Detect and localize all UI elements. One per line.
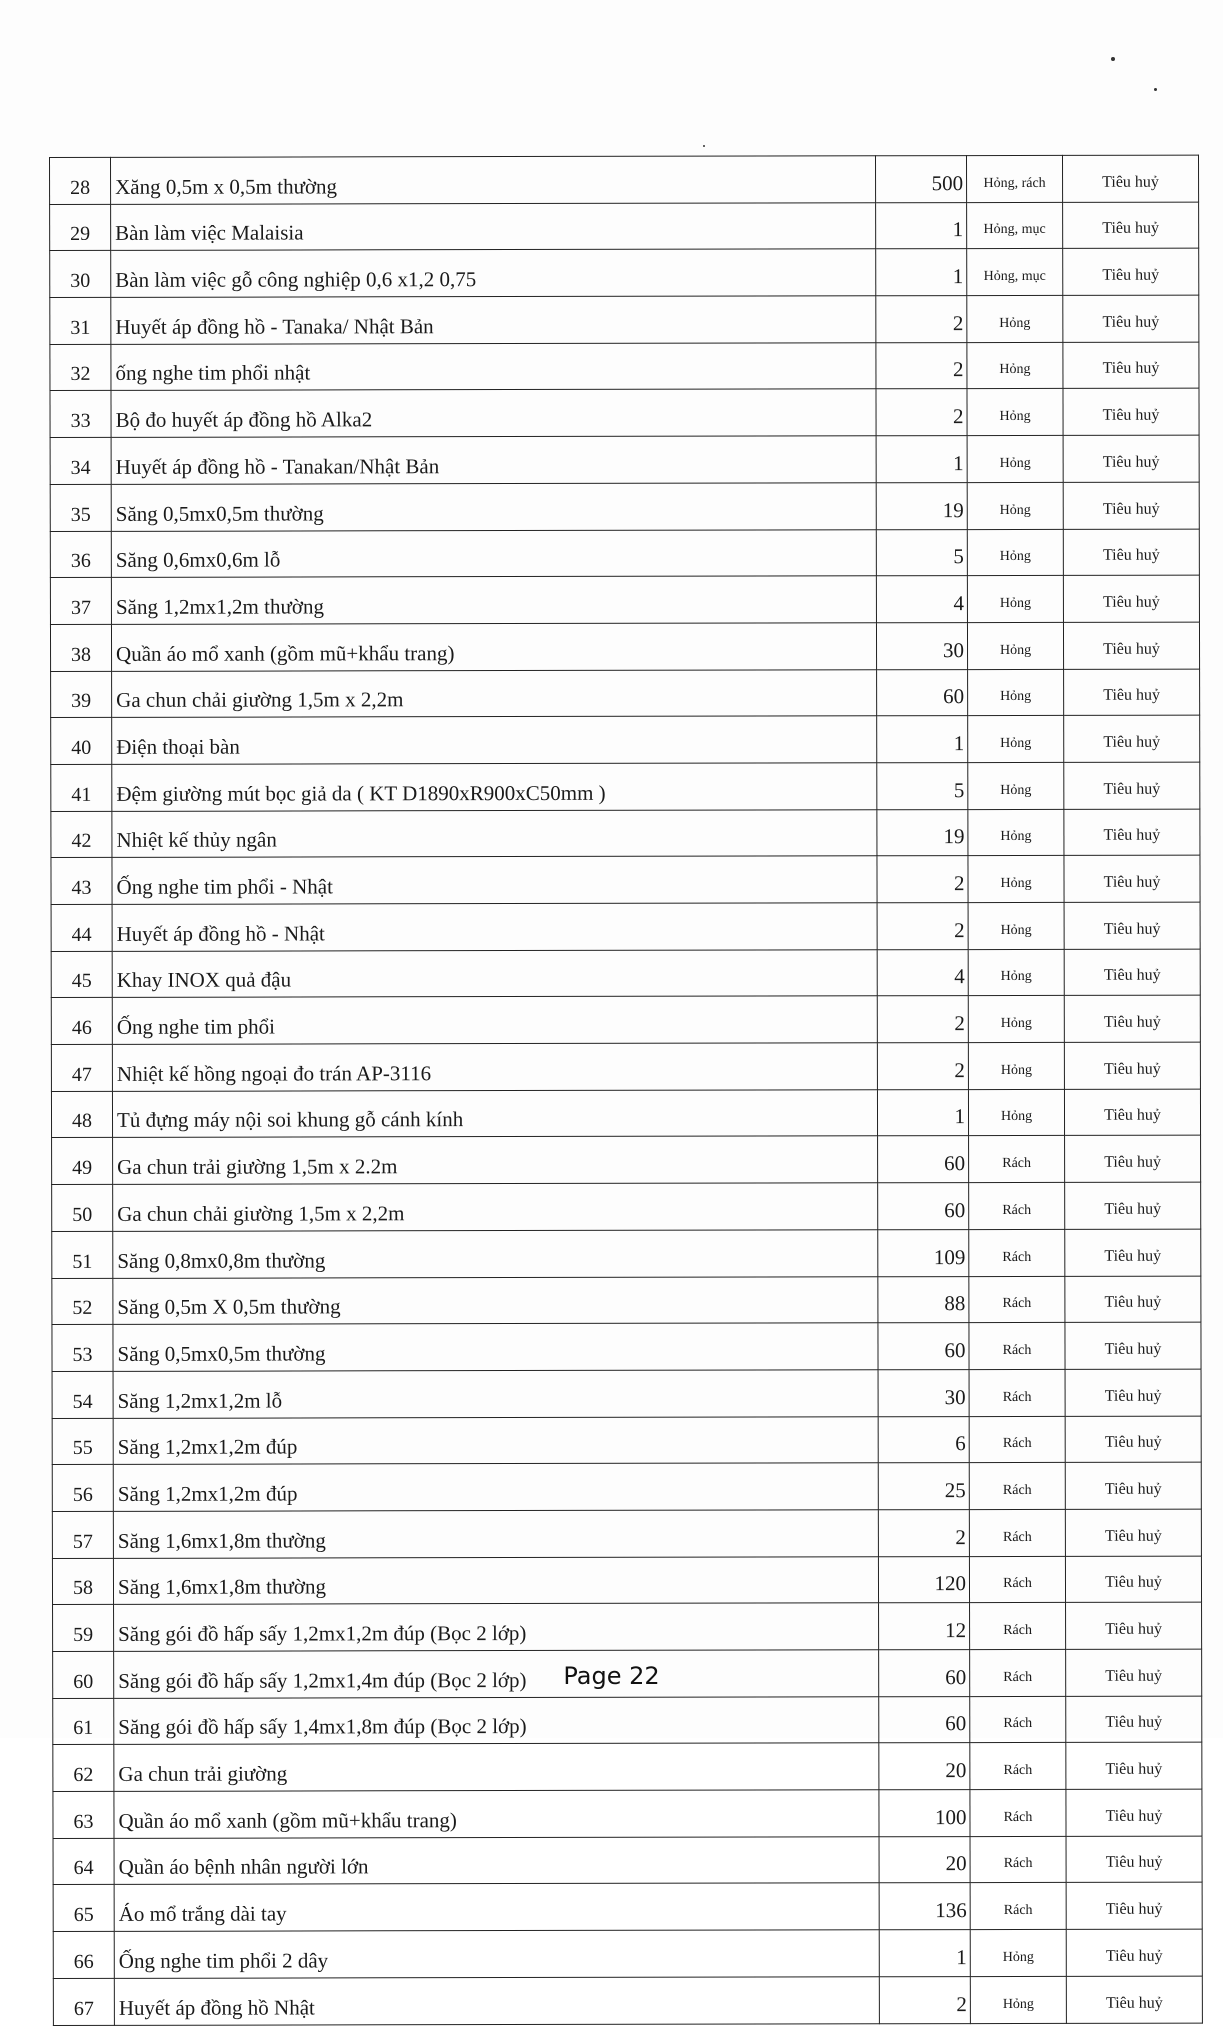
row-number: 38	[50, 624, 111, 671]
item-quantity: 2	[877, 856, 968, 903]
table-body	[50, 155, 1203, 2025]
item-name: Săng 1,6mx1,8m thường	[113, 1556, 878, 1604]
item-disposal-action: Tiêu huỷ	[1064, 809, 1200, 856]
item-disposal-action: Tiêu huỷ	[1066, 1649, 1202, 1696]
item-quantity: 30	[878, 1369, 969, 1416]
item-quantity: 2	[876, 296, 967, 343]
item-quantity: 1	[876, 436, 967, 483]
item-disposal-action: Tiêu huỷ	[1062, 155, 1198, 202]
item-name: Bàn làm việc gỗ công nghiệp 0,6 x1,2 0,75	[111, 249, 876, 297]
scan-speck	[703, 145, 705, 147]
row-number: 64	[53, 1838, 114, 1885]
item-quantity: 4	[877, 949, 968, 996]
table-row	[50, 529, 1199, 578]
item-condition: Hỏng	[968, 716, 1064, 763]
table-row	[50, 482, 1199, 531]
item-name: Săng gói đồ hấp sấy 1,2mx1,2m đúp (Bọc 2 lớp)	[114, 1603, 879, 1651]
item-name: Săng 0,5m X 0,5m thường	[113, 1276, 878, 1324]
item-quantity: 6	[878, 1416, 969, 1463]
row-number: 32	[50, 344, 111, 391]
item-disposal-action: Tiêu huỷ	[1063, 342, 1199, 389]
item-quantity: 2	[879, 1976, 970, 2023]
item-name: Săng 1,2mx1,2m đúp	[113, 1463, 878, 1511]
item-disposal-action: Tiêu huỷ	[1065, 1369, 1201, 1416]
item-disposal-action: Tiêu huỷ	[1065, 1276, 1201, 1323]
item-quantity: 60	[879, 1650, 970, 1697]
item-name: Quần áo bệnh nhân người lớn	[114, 1837, 879, 1885]
item-disposal-action: Tiêu huỷ	[1063, 529, 1199, 576]
item-disposal-action: Tiêu huỷ	[1063, 389, 1199, 436]
row-number: 44	[51, 904, 112, 951]
table-row	[52, 1229, 1201, 1278]
row-number: 62	[53, 1745, 114, 1792]
item-quantity: 1	[879, 1930, 970, 1977]
item-condition: Hỏng	[970, 1929, 1066, 1976]
item-name: Đệm giường mút bọc giả da ( KT D1890xR900xC50mm )	[112, 763, 877, 811]
item-disposal-action: Tiêu huỷ	[1066, 1742, 1202, 1789]
item-name: Ống nghe tim phổi 2 dây	[114, 1930, 879, 1978]
item-condition: Rách	[969, 1136, 1065, 1183]
item-condition: Hỏng	[967, 529, 1063, 576]
row-number: 46	[51, 998, 112, 1045]
item-condition: Rách	[969, 1229, 1065, 1276]
item-quantity: 19	[876, 482, 967, 529]
table-row	[53, 1836, 1202, 1885]
row-number: 56	[52, 1465, 113, 1512]
item-quantity: 136	[879, 1883, 970, 1930]
item-name: Săng 1,2mx1,2m đúp	[113, 1416, 878, 1464]
row-number: 39	[51, 671, 112, 718]
table-row	[51, 715, 1200, 764]
item-condition: Rách	[969, 1276, 1065, 1323]
row-number: 37	[50, 578, 111, 625]
item-quantity: 30	[876, 622, 967, 669]
item-name: Khay INOX quả đậu	[112, 949, 877, 997]
table-row	[50, 389, 1199, 438]
item-disposal-action: Tiêu huỷ	[1064, 902, 1200, 949]
table-row	[53, 1742, 1202, 1791]
row-number: 66	[53, 1931, 114, 1978]
item-condition: Rách	[969, 1509, 1065, 1556]
row-number: 59	[53, 1605, 114, 1652]
item-name: Săng gói đồ hấp sấy 1,4mx1,8m đúp (Bọc 2 lớp)	[114, 1696, 879, 1744]
table-row	[53, 1883, 1202, 1932]
item-condition: Rách	[970, 1743, 1066, 1790]
table-row	[51, 762, 1200, 811]
table-row	[53, 1602, 1202, 1651]
row-number: 60	[53, 1651, 114, 1698]
item-name: Ga chun trải giường 1,5m x 2.2m	[113, 1136, 878, 1184]
item-name: Săng 0,5mx0,5m thường	[113, 1323, 878, 1371]
item-disposal-action: Tiêu huỷ	[1064, 669, 1200, 716]
item-name: Ga chun chải giường 1,5m x 2,2m	[113, 1183, 878, 1231]
item-quantity: 60	[878, 1136, 969, 1183]
row-number: 51	[52, 1231, 113, 1278]
row-number: 31	[50, 297, 111, 344]
item-disposal-action: Tiêu huỷ	[1066, 1696, 1202, 1743]
item-condition: Hỏng	[967, 389, 1063, 436]
item-disposal-action: Tiêu huỷ	[1066, 1976, 1202, 2023]
item-quantity: 25	[878, 1463, 969, 1510]
table-row	[52, 1322, 1201, 1371]
item-condition: Hỏng	[967, 342, 1063, 389]
item-quantity: 20	[879, 1836, 970, 1883]
row-number: 50	[52, 1184, 113, 1231]
asset-disposal-table	[49, 155, 1203, 2026]
item-name: Săng 0,5mx0,5m thường	[111, 483, 876, 531]
item-name: ống nghe tim phổi nhật	[111, 343, 876, 391]
table-row	[53, 1976, 1202, 2025]
item-quantity: 2	[877, 903, 968, 950]
item-name: Áo mổ trắng dài tay	[114, 1883, 879, 1931]
item-quantity: 60	[878, 1323, 969, 1370]
row-number: 45	[51, 951, 112, 998]
table-row	[50, 155, 1199, 204]
item-disposal-action: Tiêu huỷ	[1065, 1136, 1201, 1183]
table-row	[50, 295, 1199, 344]
row-number: 40	[51, 718, 112, 765]
table-row	[52, 1369, 1201, 1418]
item-condition: Rách	[970, 1649, 1066, 1696]
item-disposal-action: Tiêu huỷ	[1064, 715, 1200, 762]
item-quantity: 4	[876, 576, 967, 623]
item-quantity: 1	[876, 249, 967, 296]
item-disposal-action: Tiêu huỷ	[1066, 1883, 1202, 1930]
item-condition: Rách	[969, 1183, 1065, 1230]
item-disposal-action: Tiêu huỷ	[1066, 1789, 1202, 1836]
item-condition: Hỏng	[970, 1976, 1066, 2023]
table-row	[51, 949, 1200, 998]
table-row	[51, 995, 1200, 1044]
item-name: Bộ đo huyết áp đồng hồ Alka2	[111, 389, 876, 437]
item-condition: Hỏng	[968, 902, 1064, 949]
item-name: Săng 0,6mx0,6m lỗ	[111, 529, 876, 577]
item-disposal-action: Tiêu huỷ	[1065, 1229, 1201, 1276]
table-row	[52, 1416, 1201, 1465]
item-condition: Hỏng	[967, 436, 1063, 483]
item-condition: Hỏng	[967, 576, 1063, 623]
item-disposal-action: Tiêu huỷ	[1063, 435, 1199, 482]
item-condition: Rách	[969, 1369, 1065, 1416]
item-name: Quần áo mổ xanh (gồm mũ+khẩu trang)	[114, 1790, 879, 1838]
item-disposal-action: Tiêu huỷ	[1065, 1556, 1201, 1603]
item-name: Ga chun trải giường	[114, 1743, 879, 1791]
row-number: 41	[51, 764, 112, 811]
item-disposal-action: Tiêu huỷ	[1065, 1322, 1201, 1369]
item-condition: Hỏng	[968, 996, 1064, 1043]
item-name: Huyết áp đồng hồ - Tanaka/ Nhật Bản	[111, 296, 876, 344]
item-name: Săng 1,2mx1,2m thường	[111, 576, 876, 624]
item-condition: Hỏng	[968, 809, 1064, 856]
table-row	[50, 575, 1199, 624]
row-number: 47	[51, 1044, 112, 1091]
row-number: 53	[52, 1325, 113, 1372]
table-row	[53, 1789, 1202, 1838]
item-condition: Hỏng	[968, 1089, 1064, 1136]
item-disposal-action: Tiêu huỷ	[1064, 1042, 1200, 1089]
item-quantity: 2	[877, 996, 968, 1043]
table-row	[51, 669, 1200, 718]
item-disposal-action: Tiêu huỷ	[1063, 295, 1199, 342]
item-name: Ống nghe tim phổi - Nhật	[112, 856, 877, 904]
item-condition: Hỏng	[968, 1042, 1064, 1089]
row-number: 34	[50, 437, 111, 484]
scan-speck	[1154, 88, 1157, 91]
row-number: 30	[50, 251, 111, 298]
item-name: Huyết áp đồng hồ Nhật	[114, 1977, 879, 2025]
item-disposal-action: Tiêu huỷ	[1063, 202, 1199, 249]
item-condition: Rách	[970, 1603, 1066, 1650]
table-row	[50, 435, 1199, 484]
item-quantity: 500	[875, 156, 966, 203]
item-condition: Hỏng	[968, 762, 1064, 809]
item-disposal-action: Tiêu huỷ	[1064, 949, 1200, 996]
item-quantity: 12	[879, 1603, 970, 1650]
item-disposal-action: Tiêu huỷ	[1066, 1929, 1202, 1976]
item-name: Săng 0,8mx0,8m thường	[113, 1230, 878, 1278]
row-number: 35	[50, 484, 111, 531]
item-disposal-action: Tiêu huỷ	[1065, 1509, 1201, 1556]
row-number: 55	[52, 1418, 113, 1465]
row-number: 57	[52, 1511, 113, 1558]
table-row	[52, 1136, 1201, 1185]
item-quantity: 60	[877, 669, 968, 716]
item-condition: Hỏng	[967, 482, 1063, 529]
item-name: Ga chun chải giường 1,5m x 2,2m	[112, 669, 877, 717]
item-disposal-action: Tiêu huỷ	[1063, 622, 1199, 669]
item-disposal-action: Tiêu huỷ	[1064, 855, 1200, 902]
row-number: 54	[52, 1371, 113, 1418]
table-row	[50, 622, 1199, 671]
item-disposal-action: Tiêu huỷ	[1065, 1416, 1201, 1463]
row-number: 42	[51, 811, 112, 858]
item-name: Tủ đựng máy nội soi khung gỗ cánh kính	[112, 1090, 877, 1138]
table-row	[51, 855, 1200, 904]
table-row	[52, 1276, 1201, 1325]
item-condition: Rách	[970, 1836, 1066, 1883]
item-condition: Rách	[970, 1696, 1066, 1743]
item-quantity: 19	[877, 809, 968, 856]
item-name: Điện thoại bàn	[112, 716, 877, 764]
item-quantity: 5	[876, 529, 967, 576]
table-row	[51, 902, 1200, 951]
table-row	[52, 1556, 1201, 1605]
item-name: Quần áo mổ xanh (gồm mũ+khẩu trang)	[111, 623, 876, 671]
item-disposal-action: Tiêu huỷ	[1065, 1182, 1201, 1229]
table-row	[50, 202, 1199, 251]
item-condition: Rách	[969, 1416, 1065, 1463]
row-number: 67	[53, 1978, 114, 2025]
item-quantity: 2	[878, 1510, 969, 1557]
item-condition: Hỏng	[968, 949, 1064, 996]
item-condition: Hỏng, mục	[967, 202, 1063, 249]
row-number: 58	[52, 1558, 113, 1605]
item-name: Nhiệt kế thủy ngân	[112, 809, 877, 857]
item-quantity: 2	[876, 389, 967, 436]
item-quantity: 2	[877, 1043, 968, 1090]
item-condition: Hỏng, rách	[966, 155, 1062, 202]
item-quantity: 5	[877, 763, 968, 810]
item-disposal-action: Tiêu huỷ	[1065, 1462, 1201, 1509]
item-condition: Hỏng	[968, 669, 1064, 716]
item-quantity: 1	[877, 716, 968, 763]
row-number: 49	[52, 1138, 113, 1185]
row-number: 48	[51, 1091, 112, 1138]
item-name: Xăng 0,5m x 0,5m thường	[111, 156, 876, 204]
table-row	[51, 809, 1200, 858]
row-number: 43	[51, 858, 112, 905]
table-row	[51, 1089, 1200, 1138]
item-name: Săng 1,2mx1,2m lỗ	[113, 1370, 878, 1418]
table-row	[50, 248, 1199, 297]
item-name: Săng gói đồ hấp sấy 1,2mx1,4m đúp (Bọc 2 lớp)	[114, 1650, 879, 1698]
page-number: Page 22	[563, 1662, 660, 1690]
item-condition: Hỏng	[967, 622, 1063, 669]
row-number: 61	[53, 1698, 114, 1745]
item-condition: Rách	[969, 1323, 1065, 1370]
item-disposal-action: Tiêu huỷ	[1063, 248, 1199, 295]
item-quantity: 120	[878, 1556, 969, 1603]
item-quantity: 1	[876, 202, 967, 249]
item-disposal-action: Tiêu huỷ	[1063, 575, 1199, 622]
item-quantity: 20	[879, 1743, 970, 1790]
item-name: Bàn làm việc Malaisia	[111, 202, 876, 250]
item-quantity: 88	[878, 1276, 969, 1323]
item-quantity: 109	[878, 1229, 969, 1276]
item-quantity: 2	[876, 342, 967, 389]
row-number: 65	[53, 1885, 114, 1932]
row-number: 28	[50, 157, 111, 204]
row-number: 63	[53, 1791, 114, 1838]
row-number: 36	[50, 531, 111, 578]
item-condition: Hỏng	[967, 295, 1063, 342]
row-number: 29	[50, 204, 111, 251]
item-quantity: 100	[879, 1790, 970, 1837]
item-condition: Hỏng	[968, 856, 1064, 903]
item-condition: Rách	[969, 1556, 1065, 1603]
item-condition: Rách	[969, 1463, 1065, 1510]
table-row	[50, 342, 1199, 391]
item-quantity: 60	[879, 1696, 970, 1743]
item-condition: Hỏng, mục	[967, 249, 1063, 296]
table-row	[51, 1042, 1200, 1091]
item-name: Huyết áp đồng hồ - Tanakan/Nhật Bản	[111, 436, 876, 484]
table-row	[53, 1929, 1202, 1978]
item-name: Huyết áp đồng hồ - Nhật	[112, 903, 877, 951]
item-quantity: 1	[877, 1089, 968, 1136]
scan-speck	[1111, 57, 1115, 61]
table-row	[52, 1462, 1201, 1511]
item-disposal-action: Tiêu huỷ	[1064, 1089, 1200, 1136]
item-disposal-action: Tiêu huỷ	[1064, 995, 1200, 1042]
item-condition: Rách	[970, 1789, 1066, 1836]
item-disposal-action: Tiêu huỷ	[1064, 762, 1200, 809]
table-row	[52, 1182, 1201, 1231]
row-number: 33	[50, 391, 111, 438]
item-name: Săng 1,6mx1,8m thường	[113, 1510, 878, 1558]
item-name: Nhiệt kế hồng ngoại đo trán AP-3116	[112, 1043, 877, 1091]
item-quantity: 60	[878, 1183, 969, 1230]
row-number: 52	[52, 1278, 113, 1325]
item-disposal-action: Tiêu huỷ	[1066, 1602, 1202, 1649]
table-row	[52, 1509, 1201, 1558]
item-condition: Rách	[970, 1883, 1066, 1930]
item-disposal-action: Tiêu huỷ	[1066, 1836, 1202, 1883]
item-name: Ống nghe tim phổi	[112, 996, 877, 1044]
item-disposal-action: Tiêu huỷ	[1063, 482, 1199, 529]
